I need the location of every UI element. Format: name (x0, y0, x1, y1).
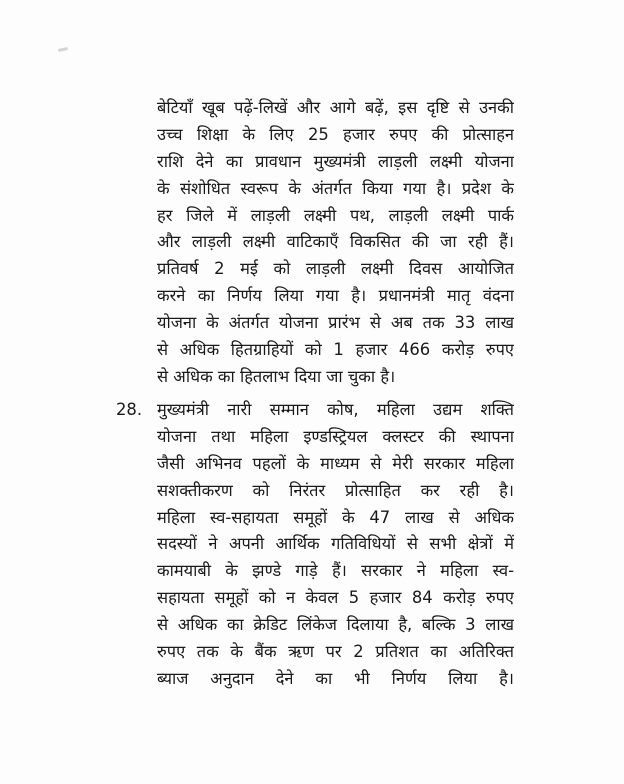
paragraph-line: सहायता समूहों को न केवल 5 हजार 84 करोड़ रुपए (157, 588, 514, 608)
paragraph-1 (157, 95, 514, 391)
paragraph-line: से अधिक का हितलाभ दिया जा चुका है। (157, 366, 396, 386)
paragraph-line: बेटियाँ खूब पढ़ें-लिखें और आगे बढ़ें, इस दृष्टि से उनकी (157, 98, 514, 117)
paragraph-line: करने का निर्णय लिया गया है। प्रधानमंत्री मातृ वंदना (157, 286, 514, 306)
paragraph-line: ब्याज अनुदान देने का भी निर्णय लिया है। (157, 668, 514, 688)
paragraph-line: से अधिक का क्रेडिट लिंकेज दिलाया है, बल्कि 3 लाख (157, 615, 514, 635)
paragraph-line: सशक्तीकरण को निरंतर प्रोत्साहित कर रही है। (157, 480, 514, 500)
paragraph-line: जैसी अभिनव पहलों के माध्यम से मेरी सरकार महिला (157, 453, 514, 473)
paragraph-line: प्रतिवर्ष 2 मई को लाड़ली लक्ष्मी दिवस आयोजित (157, 259, 514, 279)
paragraph-line: राशि देने का प्रावधान मुख्यमंत्री लाड़ली लक्ष्मी योजना (157, 151, 514, 171)
paragraph-line: योजना तथा महिला इण्डस्ट्रियल क्लस्टर की स्थापना (157, 426, 514, 446)
paragraph-line: कामयाबी के झण्डे गाड़े हैं। सरकार ने महिला स्व- (157, 561, 514, 581)
paragraph-line: महिला स्व-सहायता समूहों के 47 लाख से अधिक (157, 507, 514, 527)
paragraph-line: योजना के अंतर्गत योजना प्रारंभ से अब तक 33 लाख (157, 313, 514, 333)
paragraph-line: हर जिले में लाड़ली लक्ष्मी पथ, लाड़ली लक्ष्मी पार्क (157, 205, 514, 225)
item-number: 28. (116, 400, 143, 419)
scan-speck (58, 47, 68, 52)
paragraph-line: से अधिक हितग्राहियों को 1 हजार 466 करोड़ रुपए (157, 340, 514, 360)
paragraph-2 (157, 397, 514, 693)
paragraph-line: के संशोधित स्वरूप के अंतर्गत किया गया है। प्रदेश के (157, 178, 514, 198)
paragraph-line: सदस्यों ने अपनी आर्थिक गतिविधियों से सभी क्षेत्रों में (157, 534, 514, 554)
paragraph-line: मुख्यमंत्री नारी सम्मान कोष, महिला उद्यम शक्ति (157, 400, 514, 419)
paragraph-line: रुपए तक के बैंक ऋण पर 2 प्रतिशत का अतिरिक्त (157, 642, 514, 662)
paragraph-line: और लाड़ली लक्ष्मी वाटिकाएँ विकसित की जा रही हैं। (157, 232, 514, 252)
paragraph-line: उच्च शिक्षा के लिए 25 हजार रुपए की प्रोत्साहन (157, 124, 514, 144)
